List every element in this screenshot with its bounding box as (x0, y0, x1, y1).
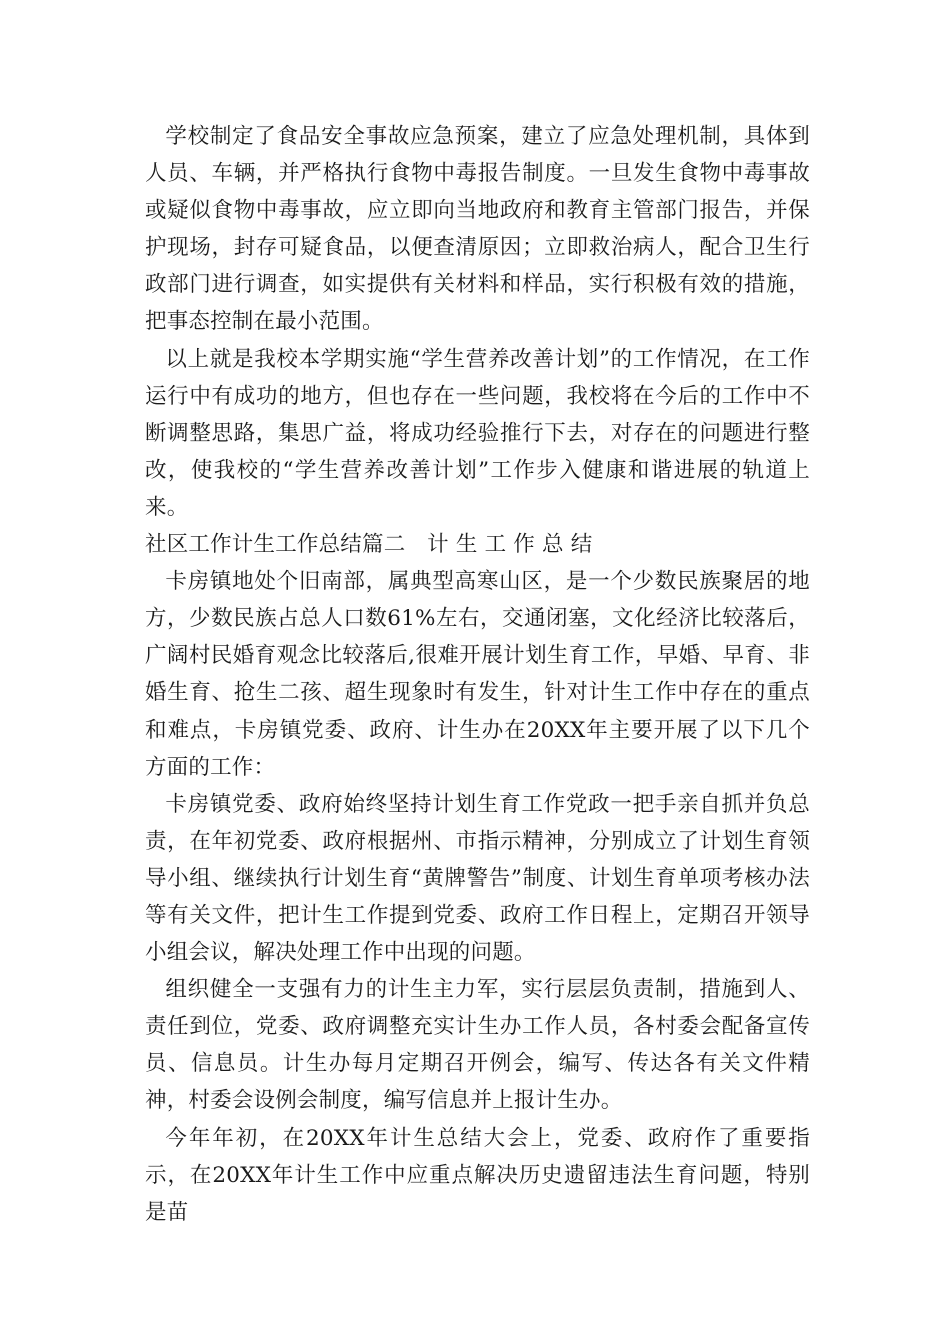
document-body (145, 118, 810, 1231)
paragraph-kafang-overview: 卡房镇地处个旧南部，属典型高寒山区，是一个少数民族聚居的地方，少数民族占总人口数61%左右，交通闭塞，文化经济比较落后，广阔村民婚育观念比较落后,很难开展计划生育工作，早婚、早育、非婚生育、抢生二孩、超生现象时有发生，针对计生工作中存在的重点和难点，卡房镇党委、政府、计生办在20XX年主要开展了以下几个方面的工作： (145, 569, 810, 780)
paragraph-nutrition-summary: 以上就是我校本学期实施“学生营养改善计划”的工作情况，在工作运行中有成功的地方，但也存在一些问题，我校将在今后的工作中不断调整思路，集思广益，将成功经验推行下去，对存在的问题进行整改，使我校的“学生营养改善计划”工作步入健康和谐进展的轨道上来。 (145, 346, 810, 520)
paragraph-leadership: 卡房镇党委、政府始终坚持计划生育工作党政一把手亲自抓并负总责，在年初党委、政府根据州、市指示精神，分别成立了计划生育领导小组、继续执行计划生育“黄牌警告”制度、计划生育单项考核办法等有关文件，把计生工作提到党委、政府工作日程上，定期召开领导小组会议，解决处理工作中出现的问题。 (145, 791, 810, 966)
paragraph-year-start: 今年年初，在20XX年计生总结大会上，党委、政府作了重要指示，在20XX年计生工作中应重点解决历史遗留违法生育问题，特别是苗 (145, 1125, 810, 1225)
paragraph-organization: 组织健全一支强有力的计生主力军，实行层层负责制，措施到人、责任到位，党委、政府调整充实计生办工作人员，各村委会配备宣传员、信息员。计生办每月定期召开例会，编写、传达各有关文件精神，村委会设例会制度，编写信息并上报计生办。 (145, 977, 810, 1114)
paragraph-food-safety: 学校制定了食品安全事故应急预案，建立了应急处理机制，具体到人员、车辆，并严格执行食物中毒报告制度。一旦发生食物中毒事故或疑似食物中毒事故，应立即向当地政府和教育主管部门报告，并保护现场，封存可疑食品，以便查清原因；立即救治病人，配合卫生行政部门进行调查，如实提供有关材料和样品，实行积极有效的措施，把事态控制在最小范围。 (145, 124, 810, 335)
section-heading: 社区工作计生工作总结篇二 计 生 工 作 总 结 (145, 532, 593, 558)
